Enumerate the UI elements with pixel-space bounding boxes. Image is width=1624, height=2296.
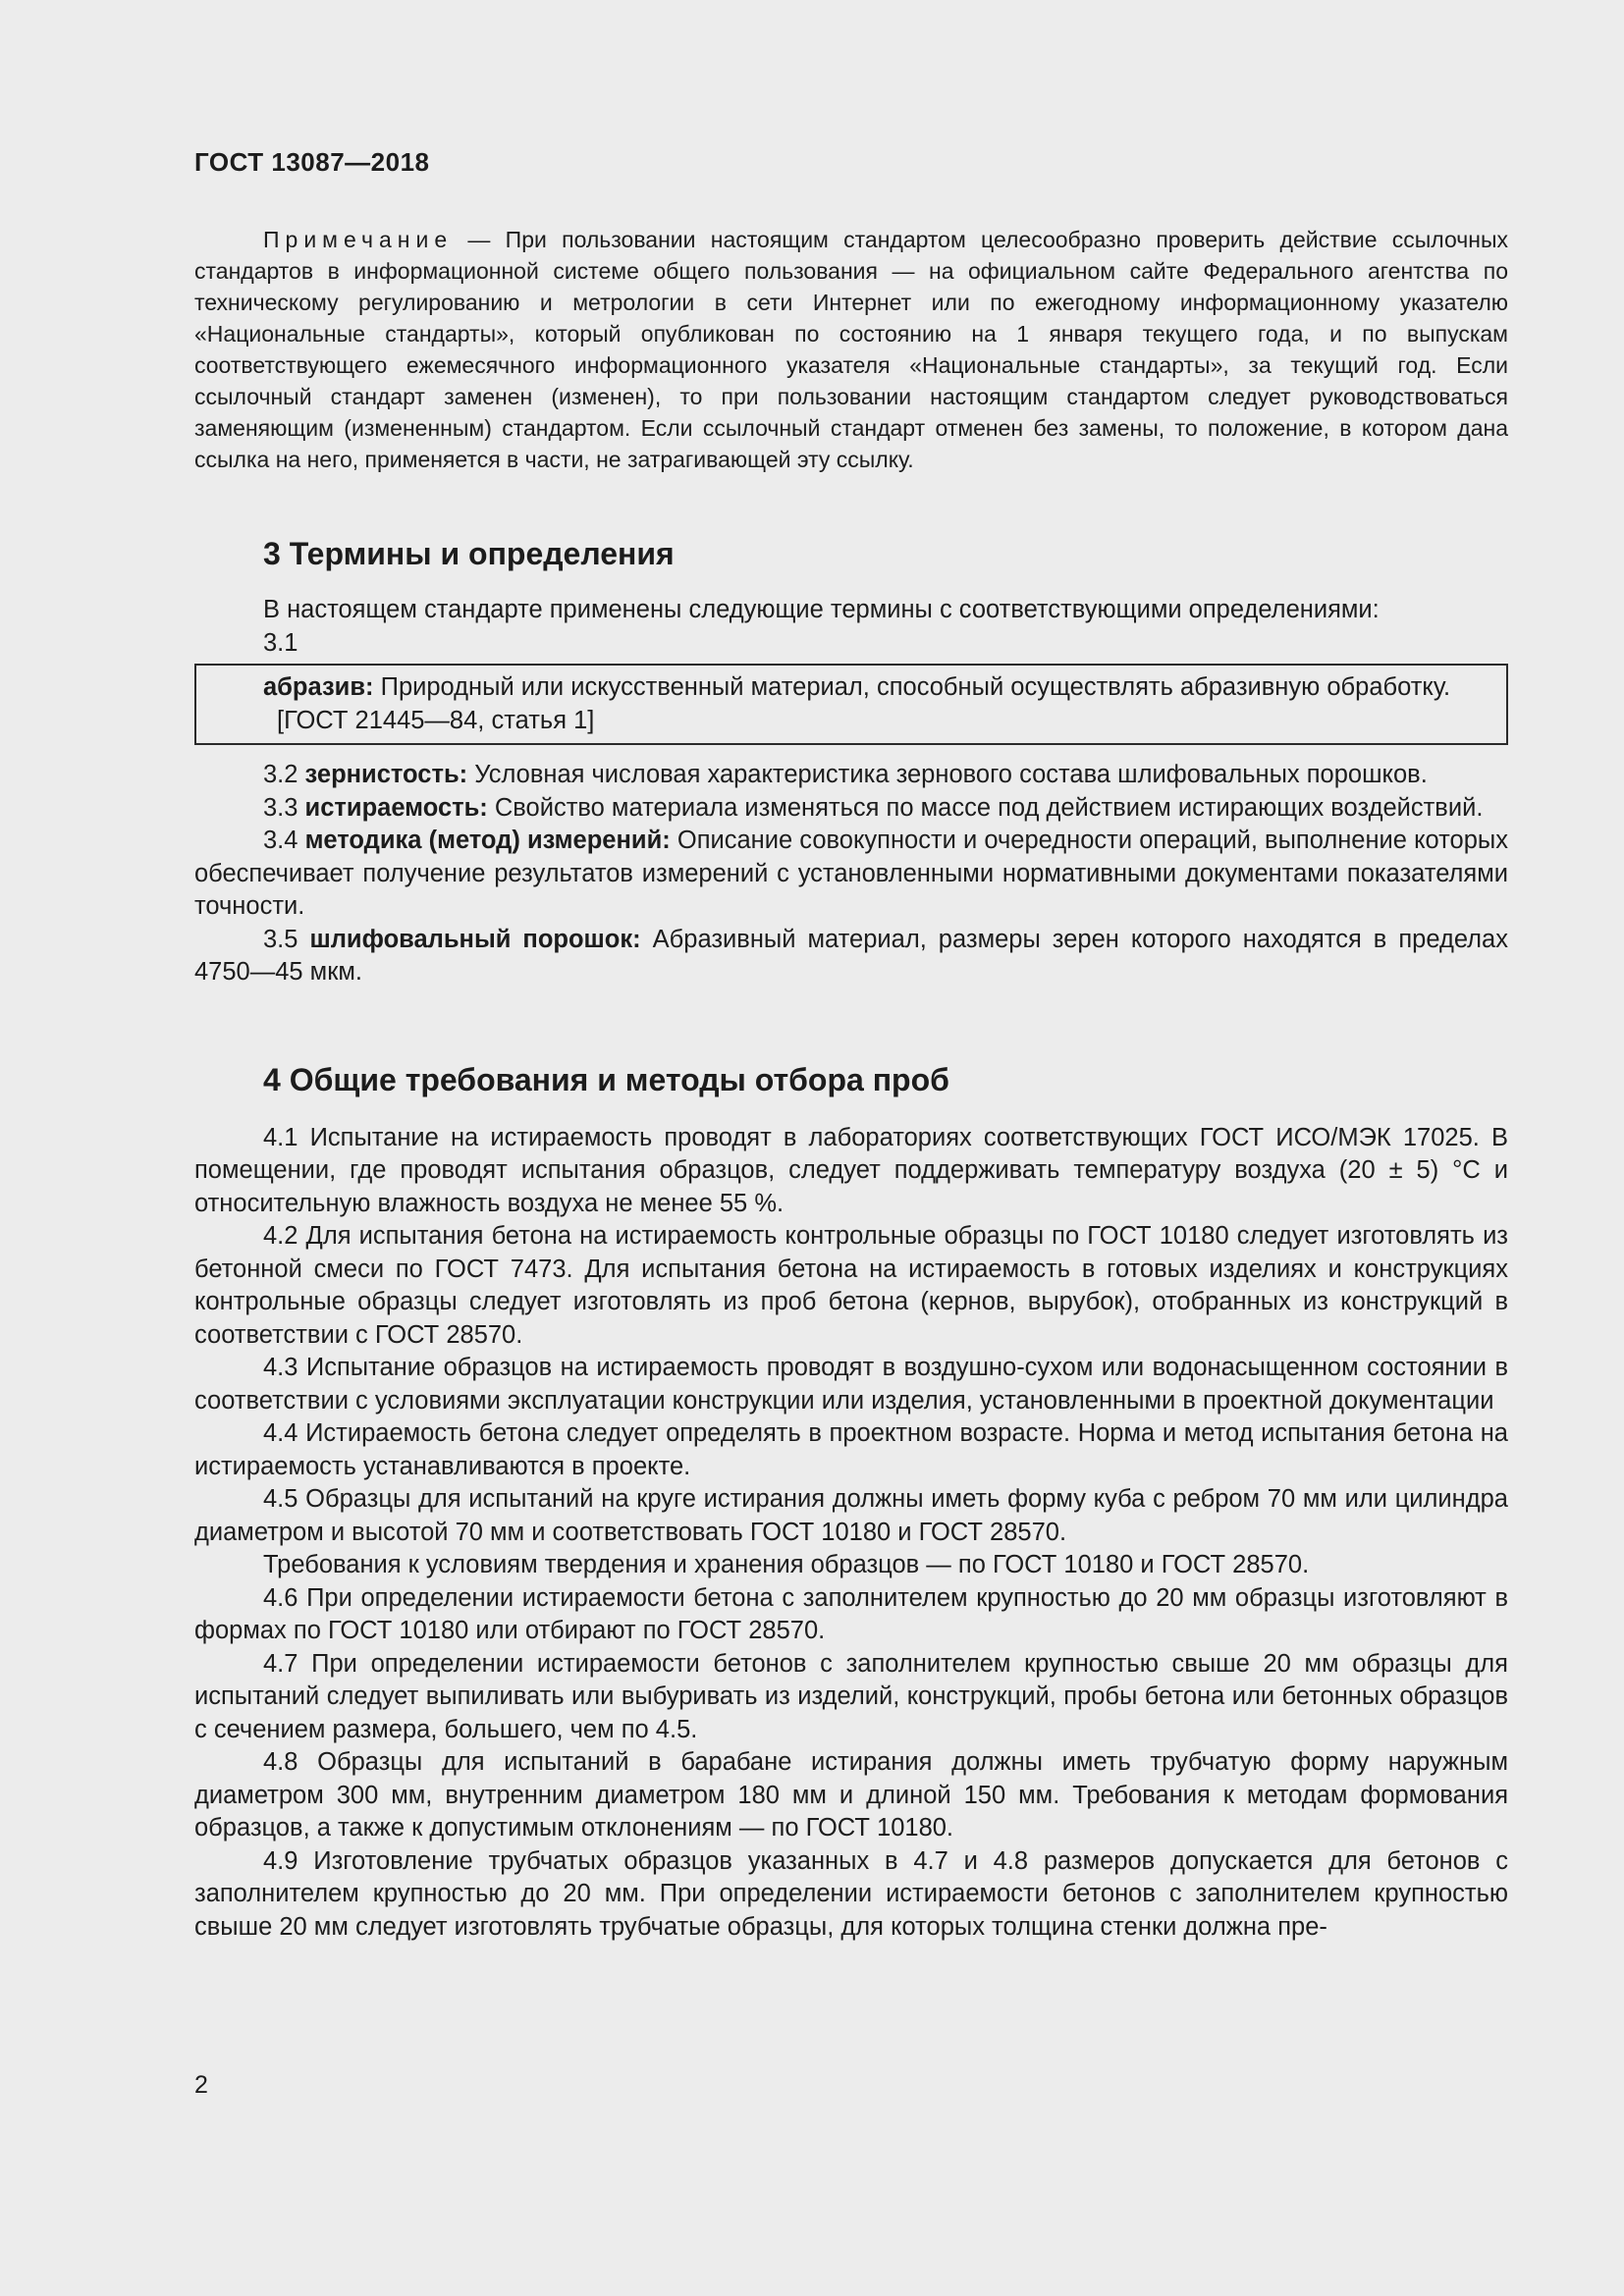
section-4-title: 4 Общие требования и методы отбора проб bbox=[263, 1061, 949, 1097]
term-3-1-number: 3.1 bbox=[263, 628, 298, 657]
term-definition-box bbox=[194, 664, 1508, 745]
paragraph-4-7: 4.7 При определении истираемости бетонов с заполнителем крупностью свыше 20 мм образцы для испытаний следует выпиливать или выбуривать из изделий, конструкций, пробы бетона или бетонных образцов с сечением размера, большего, чем по 4.5. bbox=[194, 1649, 1508, 1743]
note-label: Примечание bbox=[263, 227, 454, 252]
term-3-5-name: шлифовальный порошок: bbox=[309, 925, 641, 953]
paragraph-4-9: 4.9 Изготовление трубчатых образцов указанных в 4.7 и 4.8 размеров допускается для бетонов с заполнителем крупностью до 20 мм. При определении истираемости бетонов с заполнителем крупностью свыше 20 мм следует изготовлять трубчатые образцы, для которых толщина стенки должна пре- bbox=[194, 1846, 1508, 1941]
page-content bbox=[194, 224, 1508, 1944]
term-3-2: 3.2 зернистость: Условная числовая характеристика зернового состава шлифовальных порошков. bbox=[263, 761, 1428, 788]
term-3-4-name: методика (метод) измерений: bbox=[304, 827, 671, 854]
paragraph-4-8: 4.8 Образцы для испытаний в барабане истирания должны иметь трубчатую форму наружным диаметром 300 мм, внутренним диаметром 180 мм и длиной 150 мм. Требования к методам формования образцов, а также к допустимым отклонениям — по ГОСТ 10180. bbox=[194, 1748, 1508, 1842]
term-3-1-name: абразив: bbox=[263, 673, 374, 701]
term-3-5: 3.5 шлифовальный порошок: Абразивный материал, размеры зерен которого находятся в пределах 4750—45 мкм. bbox=[194, 925, 1508, 986]
term-3-4: 3.4 методика (метод) измерений: Описание совокупности и очередности операций, выполнение которых обеспечивает получение результатов измерений с установленными нормативными документами показателями точности. bbox=[194, 827, 1508, 920]
document-header: ГОСТ 13087—2018 bbox=[194, 147, 430, 177]
note-text: — При пользовании настоящим стандартом целесообразно проверить действие ссылочных стандартов в информационной системе общего пользования — на официальном сайте Федерального агентства по техническому регулированию и метрологии в сети Интернет или по ежегодному информационному указателю «Национальные стандарты», который опубликован по состоянию на 1 января текущего года, и по выпускам соответствующего ежемесячного информационного указателя «Национальные стандарты», за текущий год. Если ссылочный стандарт заменен (изменен), то при пользовании настоящим стандартом следует руководствоваться заменяющим (измененным) стандартом. Если ссылочный стандарт отменен без замены, то положение, в котором дана ссылка на него, применяется в части, не затрагивающей эту ссылку. bbox=[194, 227, 1508, 472]
term-3-1 bbox=[208, 671, 1494, 705]
note-paragraph bbox=[194, 224, 1508, 475]
paragraph-4-1: 4.1 Испытание на истираемость проводят в лабораториях соответствующих ГОСТ ИСО/МЭК 17025. В помещении, где проводят испытания образцов, следует поддерживать температуру воздуха (20 ± 5) °С и относительную влажность воздуха не менее 55 %. bbox=[194, 1123, 1508, 1217]
term-3-3: 3.3 истираемость: Свойство материала изменяться по массе под действием истирающих воздействий. bbox=[263, 793, 1484, 822]
paragraph-4-5-requirements: Требования к условиям твердения и хранения образцов — по ГОСТ 10180 и ГОСТ 28570. bbox=[263, 1551, 1310, 1578]
section-3-title: 3 Термины и определения bbox=[263, 536, 675, 571]
paragraph-4-4: 4.4 Истираемость бетона следует определять в проектном возрасте. Норма и метод испытания бетона на истираемость устанавливаются в проекте. bbox=[194, 1419, 1508, 1480]
term-3-3-name: истираемость: bbox=[304, 793, 488, 822]
term-3-1-reference: [ГОСТ 21445—84, статья 1] bbox=[277, 706, 595, 734]
section-3-intro: В настоящем стандарте применены следующие термины с соответствующими определениями: bbox=[263, 596, 1380, 623]
paragraph-4-6: 4.6 При определении истираемости бетона с заполнителем крупностью до 20 мм образцы изготовляют в формах по ГОСТ 10180 или отбирают по ГОСТ 28570. bbox=[194, 1583, 1508, 1644]
term-3-1-definition: Природный или искусственный материал, способный осуществлять абразивную обработку. bbox=[373, 673, 1451, 701]
paragraph-4-5: 4.5 Образцы для испытаний на круге истирания должны иметь форму куба с ребром 70 мм или цилиндра диаметром и высотой 70 мм и соответствовать ГОСТ 10180 и ГОСТ 28570. bbox=[194, 1485, 1508, 1546]
term-3-2-name: зернистость: bbox=[304, 761, 468, 788]
paragraph-4-3: 4.3 Испытание образцов на истираемость проводят в воздушно-сухом или водонасыщенном состоянии в соответствии с условиями эксплуатации конструкции или изделия, установленными в проектной документации bbox=[194, 1354, 1508, 1415]
page-number: 2 bbox=[194, 2071, 208, 2099]
paragraph-4-2: 4.2 Для испытания бетона на истираемость контрольные образцы по ГОСТ 10180 следует изготовлять из бетонной смеси по ГОСТ 7473. Для испытания бетона на истираемость в готовых изделиях и конструкциях контрольные образцы следует изготовлять из проб бетона (кернов, вырубок), отобранных из конструкций в соответствии с ГОСТ 28570. bbox=[194, 1222, 1508, 1349]
